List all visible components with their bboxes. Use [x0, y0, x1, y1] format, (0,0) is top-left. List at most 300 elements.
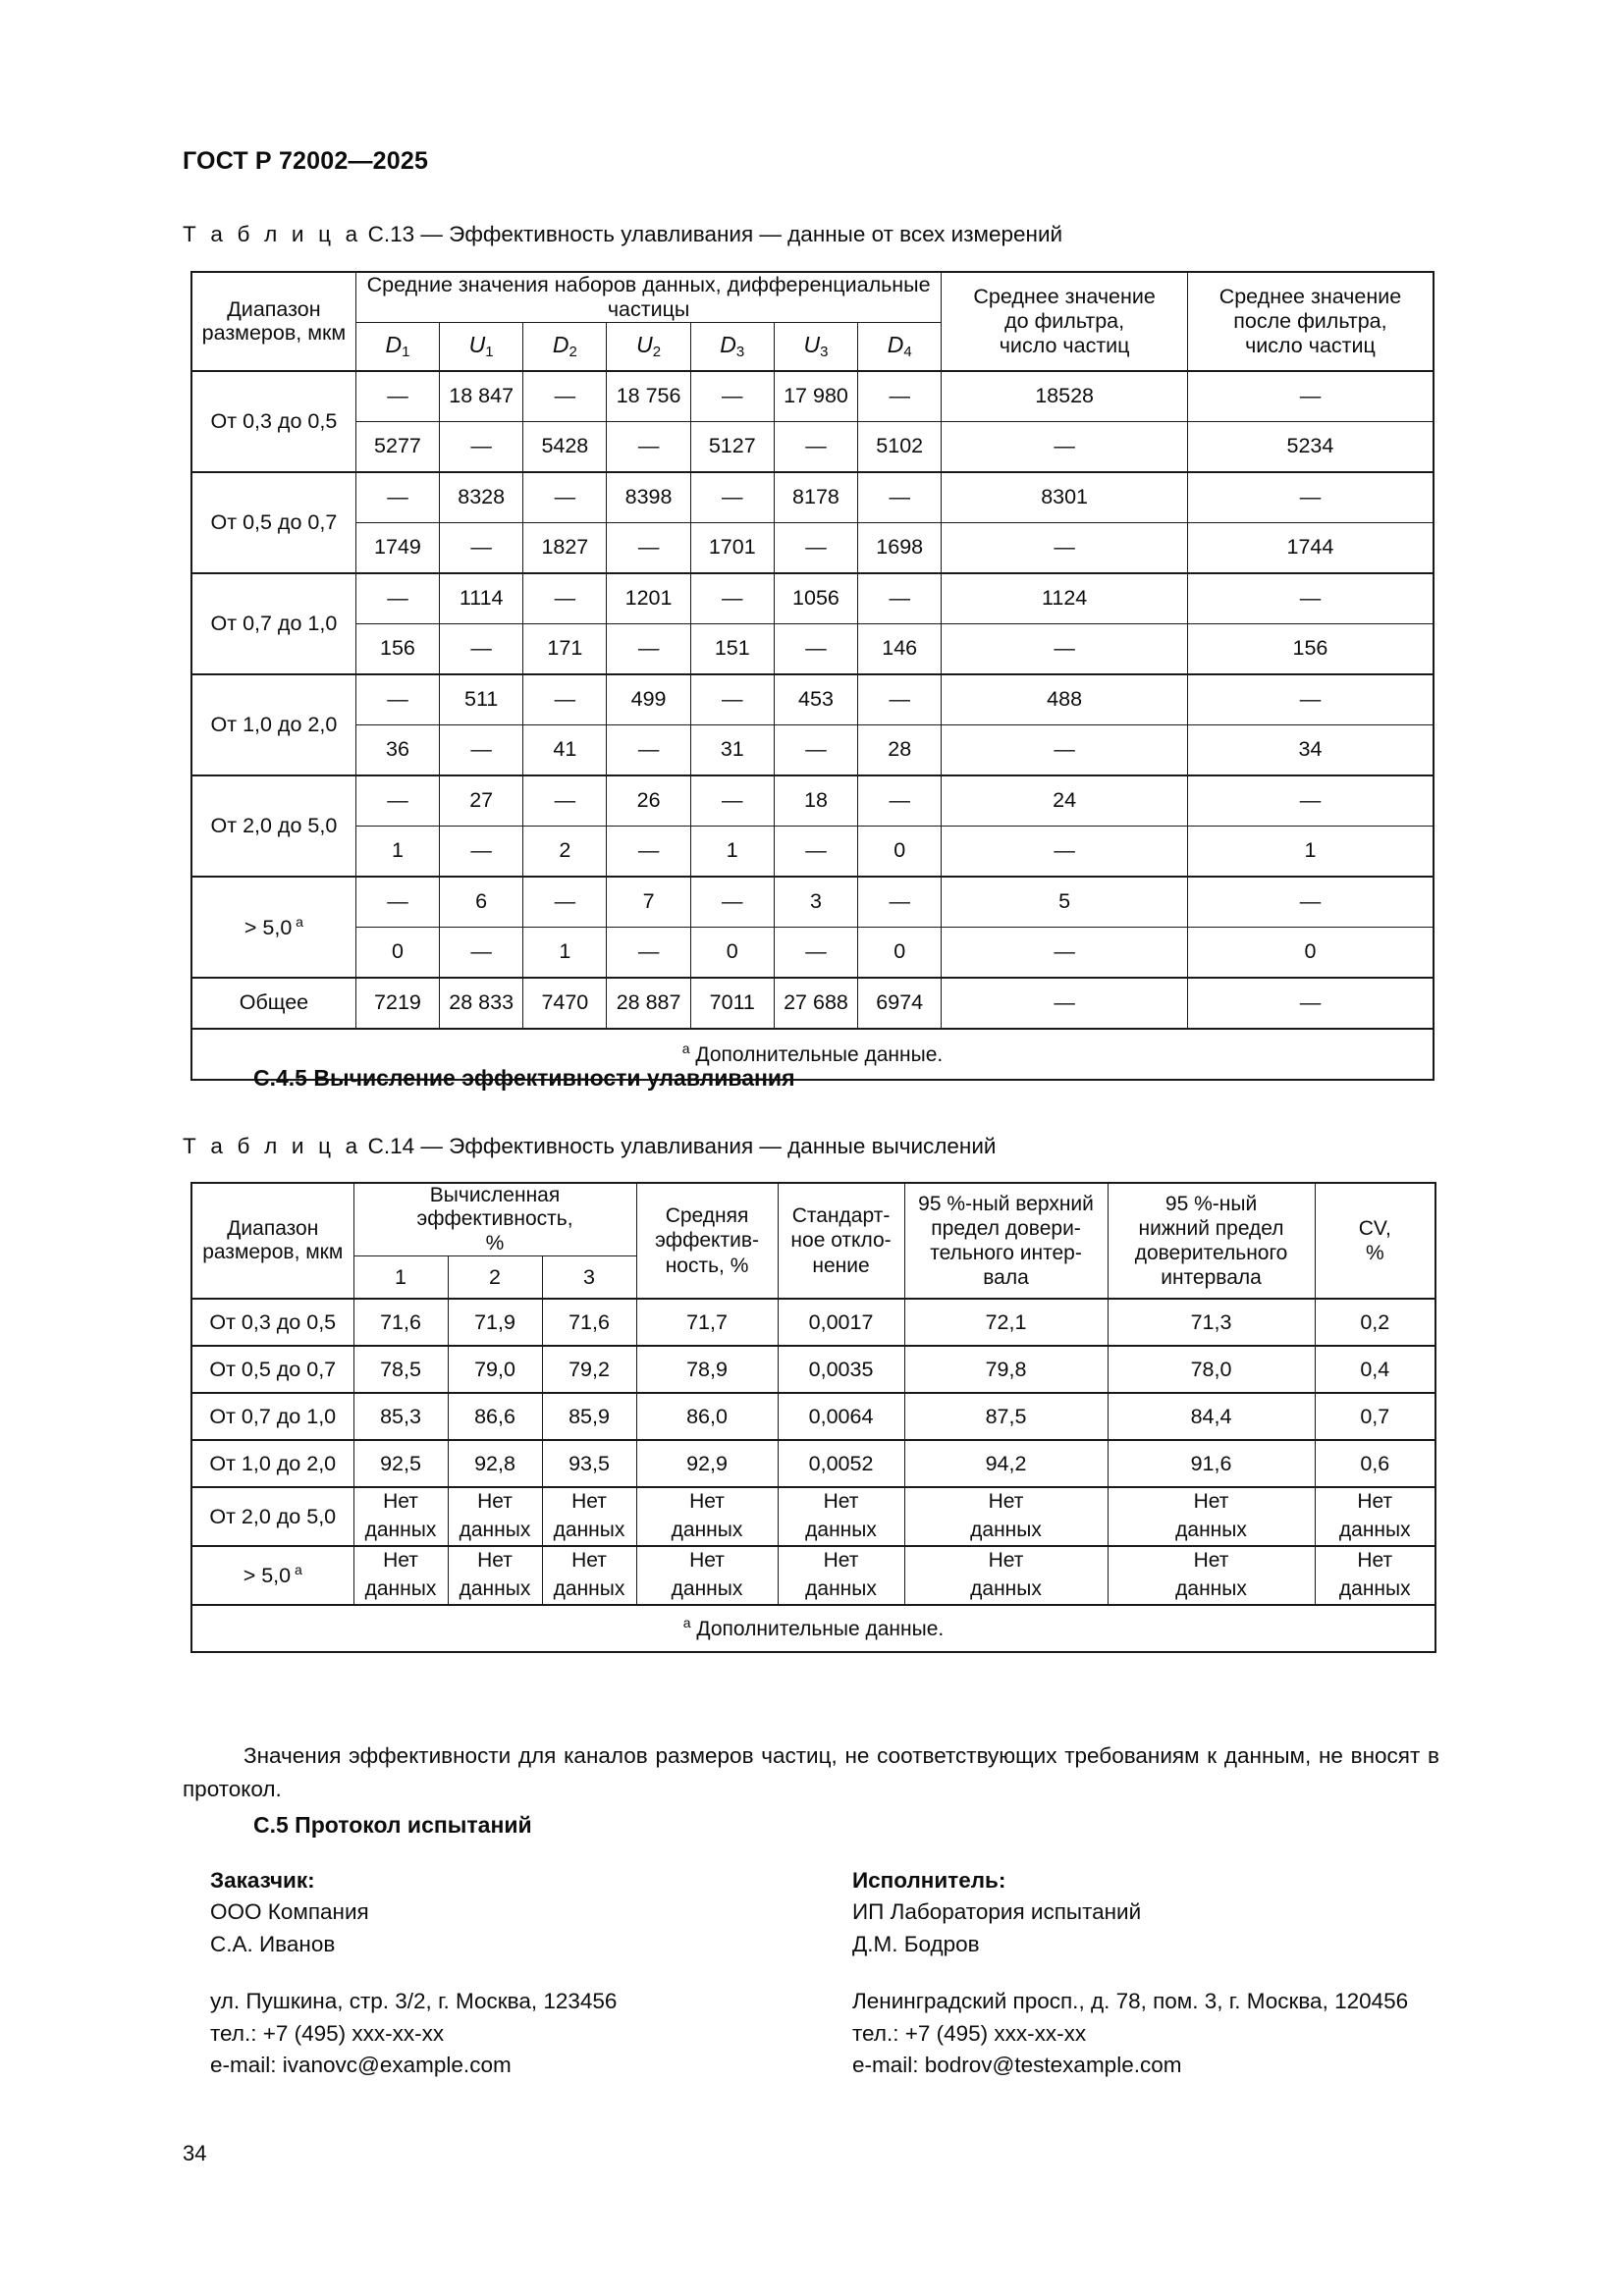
- cell-after-filter: 1: [1187, 826, 1434, 877]
- table-cell: —: [440, 522, 523, 573]
- table-row: [191, 826, 1434, 877]
- header-upper-l4: вала: [983, 1266, 1029, 1290]
- cell-line: данных: [364, 1519, 437, 1542]
- contractor-email: e-mail: bodrov@testexample.com: [852, 2052, 1182, 2077]
- cell-before-filter: 488: [942, 674, 1188, 725]
- header-range-line1: Диапазон: [227, 1216, 319, 1240]
- header-col-u3-sym: U: [803, 332, 821, 358]
- table-cell: —: [355, 371, 439, 422]
- table-cell: —: [355, 877, 439, 928]
- cell-line: Нет: [477, 1490, 513, 1514]
- table-row: [191, 522, 1434, 573]
- header-col-d2-sym: D: [552, 332, 569, 358]
- table-cell: 0: [858, 826, 942, 877]
- cell-before-filter: —: [942, 421, 1188, 472]
- table-cell: 0,6: [1315, 1440, 1435, 1487]
- table-row: [191, 623, 1434, 674]
- spacer: [210, 1960, 617, 1986]
- cell-before-filter: 8301: [942, 472, 1188, 523]
- table-cell: [904, 1546, 1108, 1605]
- table-row: [191, 674, 1434, 725]
- table-row: [191, 472, 1434, 523]
- cell-line: Нет: [571, 1549, 607, 1573]
- header-col-d1-sym: D: [385, 332, 403, 358]
- header-col-u1: [440, 322, 523, 371]
- table-cell: —: [690, 573, 774, 624]
- header-col-d1: [355, 322, 439, 371]
- header-after-filter-l2: после фильтра,: [1233, 308, 1387, 333]
- header-standard-deviation: [778, 1183, 904, 1299]
- table-cell: —: [774, 522, 857, 573]
- table-cell: 5277: [355, 421, 439, 472]
- customer-org: ООО Компания: [210, 1899, 369, 1925]
- table-cell: 5127: [690, 421, 774, 472]
- row-range-label: От 0,3 до 0,5: [191, 1299, 353, 1346]
- page-number: 34: [183, 2141, 207, 2165]
- table-cell: —: [690, 775, 774, 827]
- table-cell: 8328: [440, 472, 523, 523]
- table-cell: 79,8: [904, 1346, 1108, 1393]
- table-cell: 91,6: [1108, 1440, 1315, 1487]
- table-cell: 6974: [858, 978, 942, 1029]
- cell-line: Нет: [689, 1490, 725, 1514]
- table-cell: [636, 1487, 778, 1546]
- table-cell: [1108, 1546, 1315, 1605]
- header-calculated-efficiency: [353, 1183, 636, 1256]
- header-upper-l2: предел довери-: [931, 1216, 1081, 1240]
- header-col-d3-sym: D: [720, 332, 736, 358]
- row-range-label: От 0,5 до 0,7: [191, 472, 355, 573]
- header-calc-eff-l2: %: [485, 1231, 505, 1255]
- table-cell: —: [607, 826, 690, 877]
- table-cell: —: [607, 522, 690, 573]
- header-group-mean: Средние значения наборов данных, дифференциальные частицы: [355, 272, 941, 322]
- table-cell: 499: [607, 674, 690, 725]
- table-cell: —: [523, 775, 607, 827]
- table-cell: 41: [523, 724, 607, 775]
- table-cell: [778, 1546, 904, 1605]
- table-cell: 72,1: [904, 1299, 1108, 1346]
- table-caption-label: Т а б л и ц а: [183, 222, 362, 246]
- table-cell: 71,6: [353, 1299, 448, 1346]
- header-after-filter: [1187, 272, 1434, 371]
- header-cv-l1: CV,: [1358, 1216, 1391, 1240]
- header-lower-confidence-limit: [1108, 1183, 1315, 1299]
- cell-before-filter: —: [942, 724, 1188, 775]
- table-cell: —: [607, 927, 690, 978]
- table-cell: —: [774, 421, 857, 472]
- header-mean-eff-l2: эффектив-: [655, 1229, 759, 1253]
- contractor-phone: тел.: +7 (495) xxx-xx-xx: [852, 2020, 1087, 2046]
- header-before-filter-l3: число частиц: [999, 333, 1130, 357]
- header-range: [191, 1183, 353, 1299]
- customer-role: Заказчик:: [210, 1868, 315, 1893]
- table-cell: 92,5: [353, 1440, 448, 1487]
- table-cell: —: [440, 623, 523, 674]
- header-col-d4: [858, 322, 942, 371]
- header-col-u3: [774, 322, 857, 371]
- table-row: [191, 978, 1434, 1029]
- footnote-marker: а: [682, 1615, 691, 1631]
- cell-after-filter: 0: [1187, 927, 1434, 978]
- cell-line: Нет: [988, 1490, 1024, 1514]
- table-cell: 85,9: [542, 1393, 636, 1440]
- customer-email: e-mail: ivanovc@example.com: [210, 2052, 512, 2077]
- table-cell: [1315, 1487, 1435, 1546]
- cell-after-filter: —: [1187, 472, 1434, 523]
- table-cell: 79,0: [448, 1346, 542, 1393]
- table-c14: [190, 1182, 1436, 1653]
- table-cell: —: [858, 573, 942, 624]
- header-mean-eff-l3: ность, %: [665, 1254, 749, 1277]
- table-cell: —: [774, 623, 857, 674]
- table-cell: 86,0: [636, 1393, 778, 1440]
- table-cell: 1698: [858, 522, 942, 573]
- table-cell: [448, 1546, 542, 1605]
- table-row: [191, 371, 1434, 422]
- table-row: [191, 877, 1434, 928]
- table-cell: 5102: [858, 421, 942, 472]
- header-col-d4-sub: 4: [903, 344, 912, 361]
- table-cell: 92,8: [448, 1440, 542, 1487]
- cell-after-filter: —: [1187, 371, 1434, 422]
- row-range-label: > 5,0 $^а$: [191, 877, 355, 978]
- cell-after-filter: —: [1187, 674, 1434, 725]
- cell-after-filter: —: [1187, 978, 1434, 1029]
- table-cell: 78,9: [636, 1346, 778, 1393]
- table-cell: 1114: [440, 573, 523, 624]
- header-range-line2: размеров, мкм: [202, 1241, 344, 1264]
- table-cell: 26: [607, 775, 690, 827]
- table-cell: —: [858, 775, 942, 827]
- row-range-label: От 0,7 до 1,0: [191, 573, 355, 674]
- table-c14-caption: [183, 1134, 996, 1159]
- header-upper-confidence-limit: [904, 1183, 1108, 1299]
- cell-after-filter: 34: [1187, 724, 1434, 775]
- spacer: [852, 1960, 1408, 1986]
- cell-after-filter: 5234: [1187, 421, 1434, 472]
- table-cell: 27 688: [774, 978, 857, 1029]
- table-cell: —: [690, 371, 774, 422]
- table-row: [191, 1440, 1435, 1487]
- cell-line: данных: [1338, 1576, 1411, 1600]
- section-heading-c5: С.5 Протокол испытаний: [253, 1812, 532, 1838]
- table-cell: 85,3: [353, 1393, 448, 1440]
- table-cell: —: [690, 877, 774, 928]
- table-cell: —: [440, 826, 523, 877]
- row-range-label: От 2,0 до 5,0: [191, 1487, 353, 1546]
- cell-line: Нет: [383, 1549, 418, 1573]
- header-run-2: 2: [448, 1256, 542, 1300]
- table-cell: 0,0017: [778, 1299, 904, 1346]
- table-cell: [448, 1487, 542, 1546]
- table-caption-label: Т а б л и ц а: [183, 1134, 362, 1158]
- table-cell: —: [355, 775, 439, 827]
- contractor-person: Д.М. Бодров: [852, 1931, 980, 1956]
- cell-line: данных: [805, 1576, 877, 1600]
- table-caption-text: С.13 — Эффективность улавливания — данные от всех измерений: [367, 222, 1063, 246]
- header-run-1: 1: [353, 1256, 448, 1300]
- header-col-u2: [607, 322, 690, 371]
- header-mean-efficiency: [636, 1183, 778, 1299]
- header-lower-l3: доверительного: [1134, 1242, 1288, 1265]
- table-cell: 3: [774, 877, 857, 928]
- cell-line: Нет: [1357, 1549, 1393, 1573]
- table-cell: —: [355, 472, 439, 523]
- table-cell: —: [440, 927, 523, 978]
- header-before-filter-l2: до фильтра,: [1004, 308, 1125, 333]
- header-run-3: 3: [542, 1256, 636, 1300]
- table-cell: 7470: [523, 978, 607, 1029]
- table-cell: 1: [355, 826, 439, 877]
- table-row: [191, 927, 1434, 978]
- cell-before-filter: 5: [942, 877, 1188, 928]
- cell-line: Нет: [1357, 1490, 1393, 1514]
- table-cell: —: [690, 472, 774, 523]
- table-cell: 28 887: [607, 978, 690, 1029]
- header-upper-l1: 95 %-ный верхний: [918, 1192, 1094, 1215]
- table-cell: 0,4: [1315, 1346, 1435, 1393]
- table-row: [191, 573, 1434, 624]
- table-c13-caption: [183, 222, 1062, 247]
- table-cell: [353, 1546, 448, 1605]
- table-cell: 71,7: [636, 1299, 778, 1346]
- cell-before-filter: —: [942, 623, 1188, 674]
- section-heading-c45: С.4.5 Вычисление эффективности улавливания: [253, 1065, 795, 1091]
- table-c13-header-row-1: [191, 272, 1434, 322]
- table-cell: —: [858, 877, 942, 928]
- table-cell: —: [523, 877, 607, 928]
- cell-line: данных: [805, 1519, 877, 1542]
- cell-after-filter: 1744: [1187, 522, 1434, 573]
- header-col-u1-sub: 1: [485, 344, 494, 361]
- table-cell: 5428: [523, 421, 607, 472]
- table-cell: [904, 1487, 1108, 1546]
- table-row: [191, 421, 1434, 472]
- table-cell: 1056: [774, 573, 857, 624]
- cell-line: данных: [671, 1576, 743, 1600]
- table-cell: —: [523, 674, 607, 725]
- table-cell: 94,2: [904, 1440, 1108, 1487]
- table-cell: 36: [355, 724, 439, 775]
- table-cell: 71,6: [542, 1299, 636, 1346]
- table-cell: —: [858, 472, 942, 523]
- header-col-u1-sym: U: [468, 332, 486, 358]
- row-range-label: От 0,7 до 1,0: [191, 1393, 353, 1440]
- row-range-label: От 0,5 до 0,7: [191, 1346, 353, 1393]
- header-cv: [1315, 1183, 1435, 1299]
- table-cell: 0,0035: [778, 1346, 904, 1393]
- table-c14-header-row-1: [191, 1183, 1435, 1256]
- table-cell: [542, 1487, 636, 1546]
- header-before-filter: [942, 272, 1188, 371]
- row-range-label: От 1,0 до 2,0: [191, 1440, 353, 1487]
- cell-line: Нет: [571, 1490, 607, 1514]
- header-lower-l1: 95 %-ный: [1164, 1192, 1258, 1215]
- table-cell: 1749: [355, 522, 439, 573]
- row-range-label: Общее: [191, 978, 355, 1029]
- table-cell: 0,7: [1315, 1393, 1435, 1440]
- table-cell: [778, 1487, 904, 1546]
- table-cell: 87,5: [904, 1393, 1108, 1440]
- header-before-filter-l1: Среднее значение: [973, 285, 1156, 309]
- table-row: [191, 1346, 1435, 1393]
- table-c14-footnote: [191, 1605, 1435, 1652]
- header-mean-eff-l1: Средняя: [665, 1204, 749, 1228]
- footnote-marker: а: [681, 1041, 690, 1057]
- document-header: ГОСТ Р 72002—2025: [183, 147, 429, 175]
- table-cell: 151: [690, 623, 774, 674]
- header-range-line1: Диапазон: [227, 296, 321, 321]
- cell-line: данных: [970, 1576, 1042, 1600]
- cell-line: Нет: [689, 1549, 725, 1573]
- table-cell: —: [355, 674, 439, 725]
- cell-line: данных: [364, 1576, 437, 1600]
- table-cell: 18 847: [440, 371, 523, 422]
- header-col-d3-sub: 3: [735, 344, 745, 361]
- table-row: [191, 1487, 1435, 1546]
- cell-after-filter: 156: [1187, 623, 1434, 674]
- cell-line: Нет: [988, 1549, 1024, 1573]
- header-std-l1: Стандарт-: [791, 1204, 891, 1228]
- table-cell: [1315, 1546, 1435, 1605]
- cell-line: данных: [459, 1519, 531, 1542]
- header-calc-eff-l1: Вычисленная эффективность,: [416, 1184, 573, 1231]
- table-row: [191, 1393, 1435, 1440]
- table-row: [191, 1546, 1435, 1605]
- table-cell: —: [858, 371, 942, 422]
- cell-after-filter: —: [1187, 775, 1434, 827]
- table-cell: 86,6: [448, 1393, 542, 1440]
- table-cell: 0: [355, 927, 439, 978]
- table-cell: —: [440, 421, 523, 472]
- table-cell: 171: [523, 623, 607, 674]
- table-cell: 2: [523, 826, 607, 877]
- header-after-filter-l1: Среднее значение: [1218, 285, 1402, 309]
- paragraph-efficiency-note: Значения эффективности для каналов размеров частиц, не соответствующих требованиям к данным, не вносят в протокол.: [183, 1743, 1439, 1802]
- table-cell: 18 756: [607, 371, 690, 422]
- table-cell: —: [523, 371, 607, 422]
- table-cell: 156: [355, 623, 439, 674]
- header-range-line2: размеров, мкм: [201, 321, 347, 346]
- cell-line: Нет: [1193, 1549, 1229, 1573]
- table-cell: 0: [690, 927, 774, 978]
- table-cell: —: [355, 573, 439, 624]
- cell-line: данных: [671, 1519, 743, 1542]
- cell-after-filter: —: [1187, 573, 1434, 624]
- table-cell: 31: [690, 724, 774, 775]
- row-range-label: > 5,0 $^а$: [191, 1546, 353, 1605]
- cell-line: данных: [1338, 1519, 1411, 1542]
- table-cell: 1827: [523, 522, 607, 573]
- table-cell: —: [523, 573, 607, 624]
- table-cell: 453: [774, 674, 857, 725]
- table-cell: [1108, 1487, 1315, 1546]
- contacts-contractor: [852, 1865, 1408, 2081]
- table-cell: —: [774, 724, 857, 775]
- header-std-l2: ное откло-: [790, 1229, 892, 1253]
- customer-phone: тел.: +7 (495) xxx-xx-xx: [210, 2020, 445, 2046]
- table-cell: 0: [858, 927, 942, 978]
- customer-address: ул. Пушкина, стр. 3/2, г. Москва, 123456: [210, 1989, 618, 2014]
- table-cell: 7: [607, 877, 690, 928]
- table-cell: 27: [440, 775, 523, 827]
- cell-before-filter: —: [942, 522, 1188, 573]
- header-col-d2-sub: 2: [568, 344, 577, 361]
- cell-after-filter: —: [1187, 877, 1434, 928]
- header-upper-l3: тельного интер-: [930, 1242, 1082, 1265]
- header-after-filter-l3: число частиц: [1245, 333, 1376, 357]
- row-range-label: От 0,3 до 0,5: [191, 371, 355, 472]
- table-cell: 0,2: [1315, 1299, 1435, 1346]
- table-cell: 1: [690, 826, 774, 877]
- cell-before-filter: 1124: [942, 573, 1188, 624]
- header-lower-l4: интервала: [1161, 1266, 1262, 1290]
- cell-before-filter: 18528: [942, 371, 1188, 422]
- table-cell: —: [607, 623, 690, 674]
- table-cell: —: [523, 472, 607, 523]
- table-c13-body: [191, 371, 1434, 1029]
- table-cell: [636, 1546, 778, 1605]
- cell-line: данных: [1175, 1576, 1247, 1600]
- cell-line: данных: [459, 1576, 531, 1600]
- cell-line: данных: [553, 1519, 625, 1542]
- cell-line: данных: [553, 1576, 625, 1600]
- table-cell: 1201: [607, 573, 690, 624]
- table-c14-footnote-row: [191, 1605, 1435, 1652]
- footnote-marker: а: [291, 1562, 302, 1578]
- table-cell: —: [774, 927, 857, 978]
- header-range: [191, 272, 355, 371]
- table-cell: 71,3: [1108, 1299, 1315, 1346]
- table-caption-text: С.14 — Эффективность улавливания — данные вычислений: [367, 1134, 997, 1158]
- cell-before-filter: 24: [942, 775, 1188, 827]
- table-cell: 7011: [690, 978, 774, 1029]
- header-std-l3: нение: [812, 1254, 870, 1277]
- table-cell: [353, 1487, 448, 1546]
- cell-line: Нет: [1193, 1490, 1229, 1514]
- row-range-label: От 2,0 до 5,0: [191, 775, 355, 877]
- table-cell: 93,5: [542, 1440, 636, 1487]
- footnote-text: Дополнительные данные.: [696, 1618, 945, 1641]
- header-col-u2-sym: U: [636, 332, 653, 358]
- table-row: [191, 724, 1434, 775]
- table-cell: [542, 1546, 636, 1605]
- header-col-d3: [690, 322, 774, 371]
- row-range-label: От 1,0 до 2,0: [191, 674, 355, 775]
- table-cell: —: [440, 724, 523, 775]
- cell-line: Нет: [823, 1549, 859, 1573]
- table-cell: 18: [774, 775, 857, 827]
- header-col-d2: [523, 322, 607, 371]
- table-cell: 78,0: [1108, 1346, 1315, 1393]
- cell-line: данных: [1175, 1519, 1247, 1542]
- header-col-d1-sub: 1: [402, 344, 410, 361]
- table-cell: 8178: [774, 472, 857, 523]
- table-cell: 84,4: [1108, 1393, 1315, 1440]
- footnote-text: Дополнительные данные.: [695, 1043, 944, 1067]
- table-cell: 92,9: [636, 1440, 778, 1487]
- header-col-u2-sub: 2: [652, 344, 662, 361]
- table-cell: 28: [858, 724, 942, 775]
- table-cell: 511: [440, 674, 523, 725]
- customer-person: С.А. Иванов: [210, 1931, 336, 1956]
- cell-before-filter: —: [942, 826, 1188, 877]
- table-row: [191, 775, 1434, 827]
- table-cell: —: [607, 421, 690, 472]
- header-lower-l2: нижний предел: [1138, 1216, 1284, 1240]
- table-cell: 8398: [607, 472, 690, 523]
